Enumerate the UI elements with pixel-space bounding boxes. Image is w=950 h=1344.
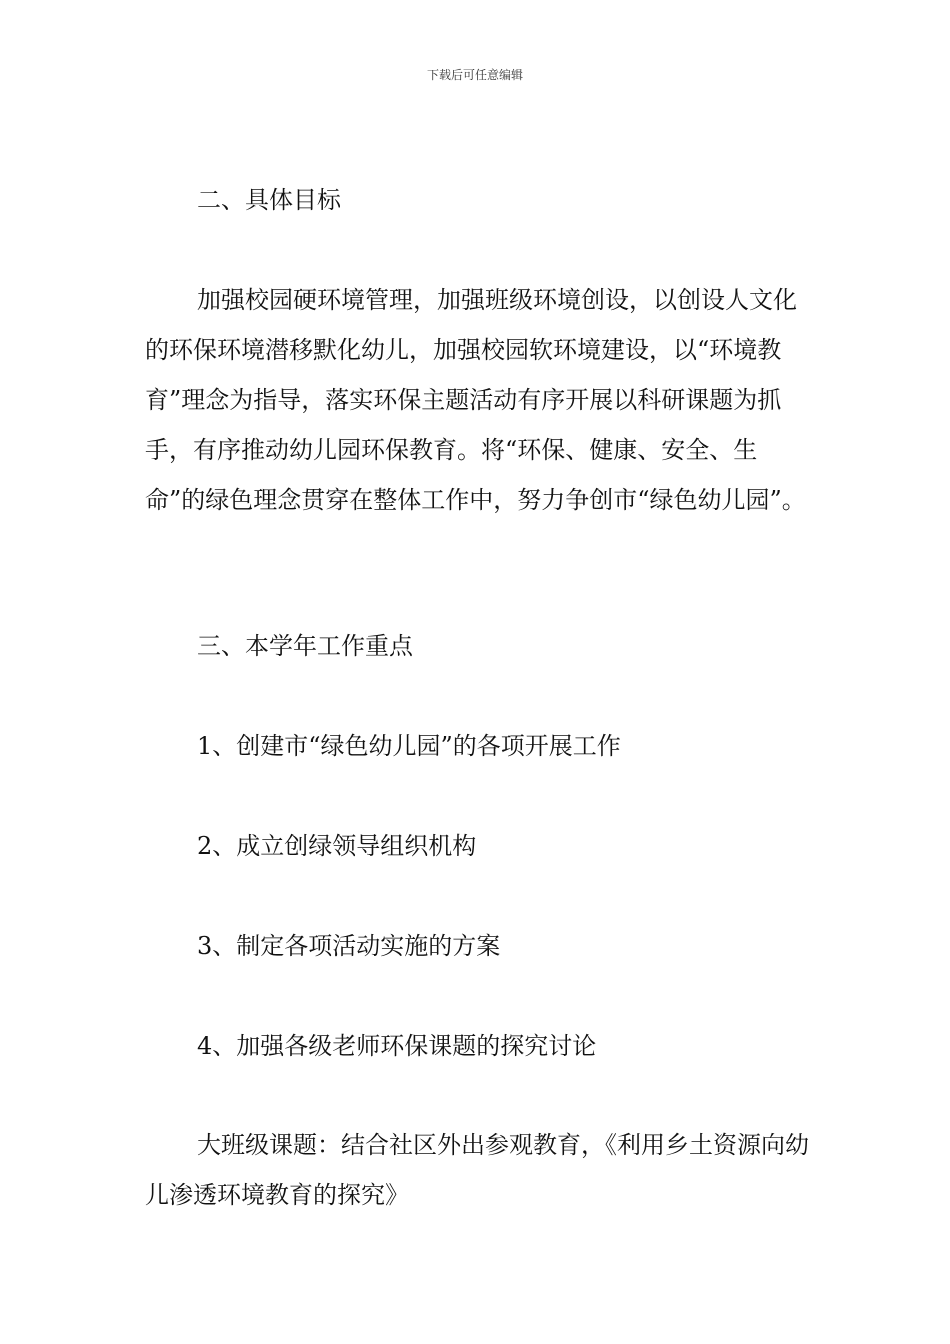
list-item: 3、制定各项活动实施的方案 [197, 932, 501, 960]
list-item: 2、成立创绿领导组织机构 [197, 832, 477, 860]
section-heading-focus: 三、本学年工作重点 [197, 632, 413, 660]
list-item: 4、加强各级老师环保课题的探究讨论 [197, 1032, 597, 1060]
paragraph-topic: 大班级课题：结合社区外出参观教育，《利用乡土资源向幼儿渗透环境教育的探究》 [145, 1131, 809, 1209]
section-heading-goals: 二、具体目标 [197, 186, 341, 214]
paragraph-goals: 加强校园硬环境管理，加强班级环境创设，以创设人文化的环保环境潜移默化幼儿，加强校园软环境建设，以“环境教育”理念为指导，落实环保主题活动有序开展以科研课题为抓手，有序推动幼儿园环保教育。将“环保、健康、安全、生命”的绿色理念贯穿在整体工作中，努力争创市“绿色幼儿园”。 [145, 286, 806, 514]
list-item: 1、创建市“绿色幼儿园”的各项开展工作 [197, 732, 621, 760]
header-note: 下载后可任意编辑 [426, 68, 523, 82]
